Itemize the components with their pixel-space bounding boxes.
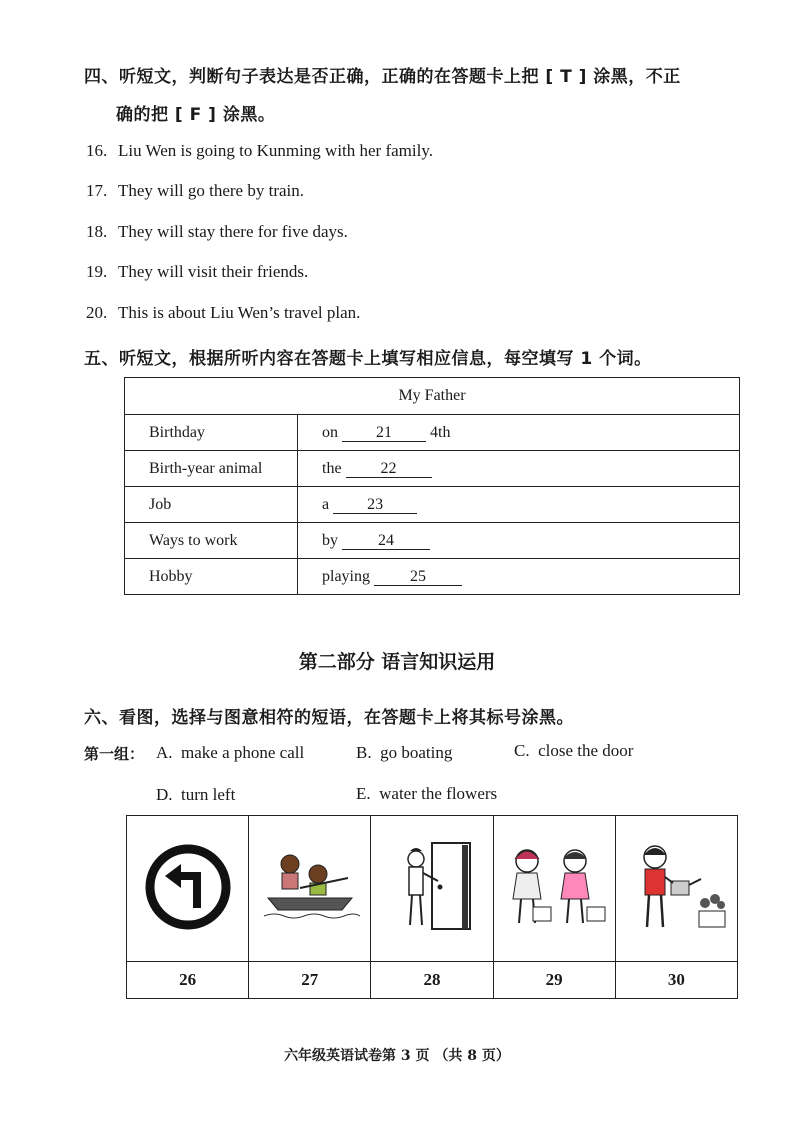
question-18: 18. They will stay there for five days. [86,222,348,241]
answer-blank: 23 [333,497,417,514]
picture-cell-27 [249,816,371,962]
option-b: B. go boating [356,743,453,762]
row-value: by 24 [298,523,740,559]
question-20: 20. This is about Liu Wen’s travel plan. [86,303,361,322]
picture-number: 29 [493,962,615,999]
section4-title-line2: 确的把 [ F ] 涂黑。 [116,105,276,125]
row-label: Job [125,487,298,523]
question-19: 19. They will visit their friends. [86,262,309,281]
answer-blank: 25 [374,569,462,586]
option-d: D. turn left [156,785,236,804]
turn-left-sign-icon [143,842,233,932]
section6-title: 六、看图，选择与图意相符的短语，在答题卡上将其标号涂黑。 [84,708,574,728]
question-17: 17. They will go there by train. [86,181,305,200]
row-value: the 22 [298,451,740,487]
door-icon [382,837,482,937]
table-row [125,559,740,595]
picture-cell-30 [615,816,737,962]
part2-title: 第二部分 语言知识运用 [298,651,496,673]
picture-number: 27 [249,962,371,999]
picture-number: 30 [615,962,737,999]
picture-number: 26 [127,962,249,999]
boating-icon [260,842,360,932]
picture-cell-28 [371,816,493,962]
table-row [125,415,740,451]
page-footer: 六年级英语试卷第 3 页 （共 8 页） [284,1048,510,1064]
picture-table [126,815,738,999]
phone-call-icon [499,837,609,937]
row-value: on 21 4th [298,415,740,451]
answer-blank: 21 [342,425,426,442]
row-label: Birth-year animal [125,451,298,487]
row-label: Hobby [125,559,298,595]
section5-title: 五、听短文，根据所听内容在答题卡上填写相应信息，每空填写 1 个词。 [84,349,652,369]
section4-title-line1: 四、听短文，判断句子表达是否正确，正确的在答题卡上把 [ T ] 涂黑，不正 [84,67,681,87]
row-label: Ways to work [125,523,298,559]
row-value: playing 25 [298,559,740,595]
table-row [125,487,740,523]
option-a: A. make a phone call [156,743,305,762]
option-c: C. close the door [514,741,634,760]
watering-flowers-icon [621,837,731,937]
table-row [125,451,740,487]
row-label: Birthday [125,415,298,451]
picture-cell-26 [127,816,249,962]
group-label: 第一组： [84,745,145,763]
answer-blank: 24 [342,533,430,550]
picture-cell-29 [493,816,615,962]
table-row [125,523,740,559]
row-value: a 23 [298,487,740,523]
question-16: 16. Liu Wen is going to Kunming with her family. [86,141,433,160]
picture-number: 28 [371,962,493,999]
table-title: My Father [125,378,740,415]
answer-blank: 22 [346,461,432,478]
option-e: E. water the flowers [356,784,498,803]
father-info-table [124,377,740,595]
